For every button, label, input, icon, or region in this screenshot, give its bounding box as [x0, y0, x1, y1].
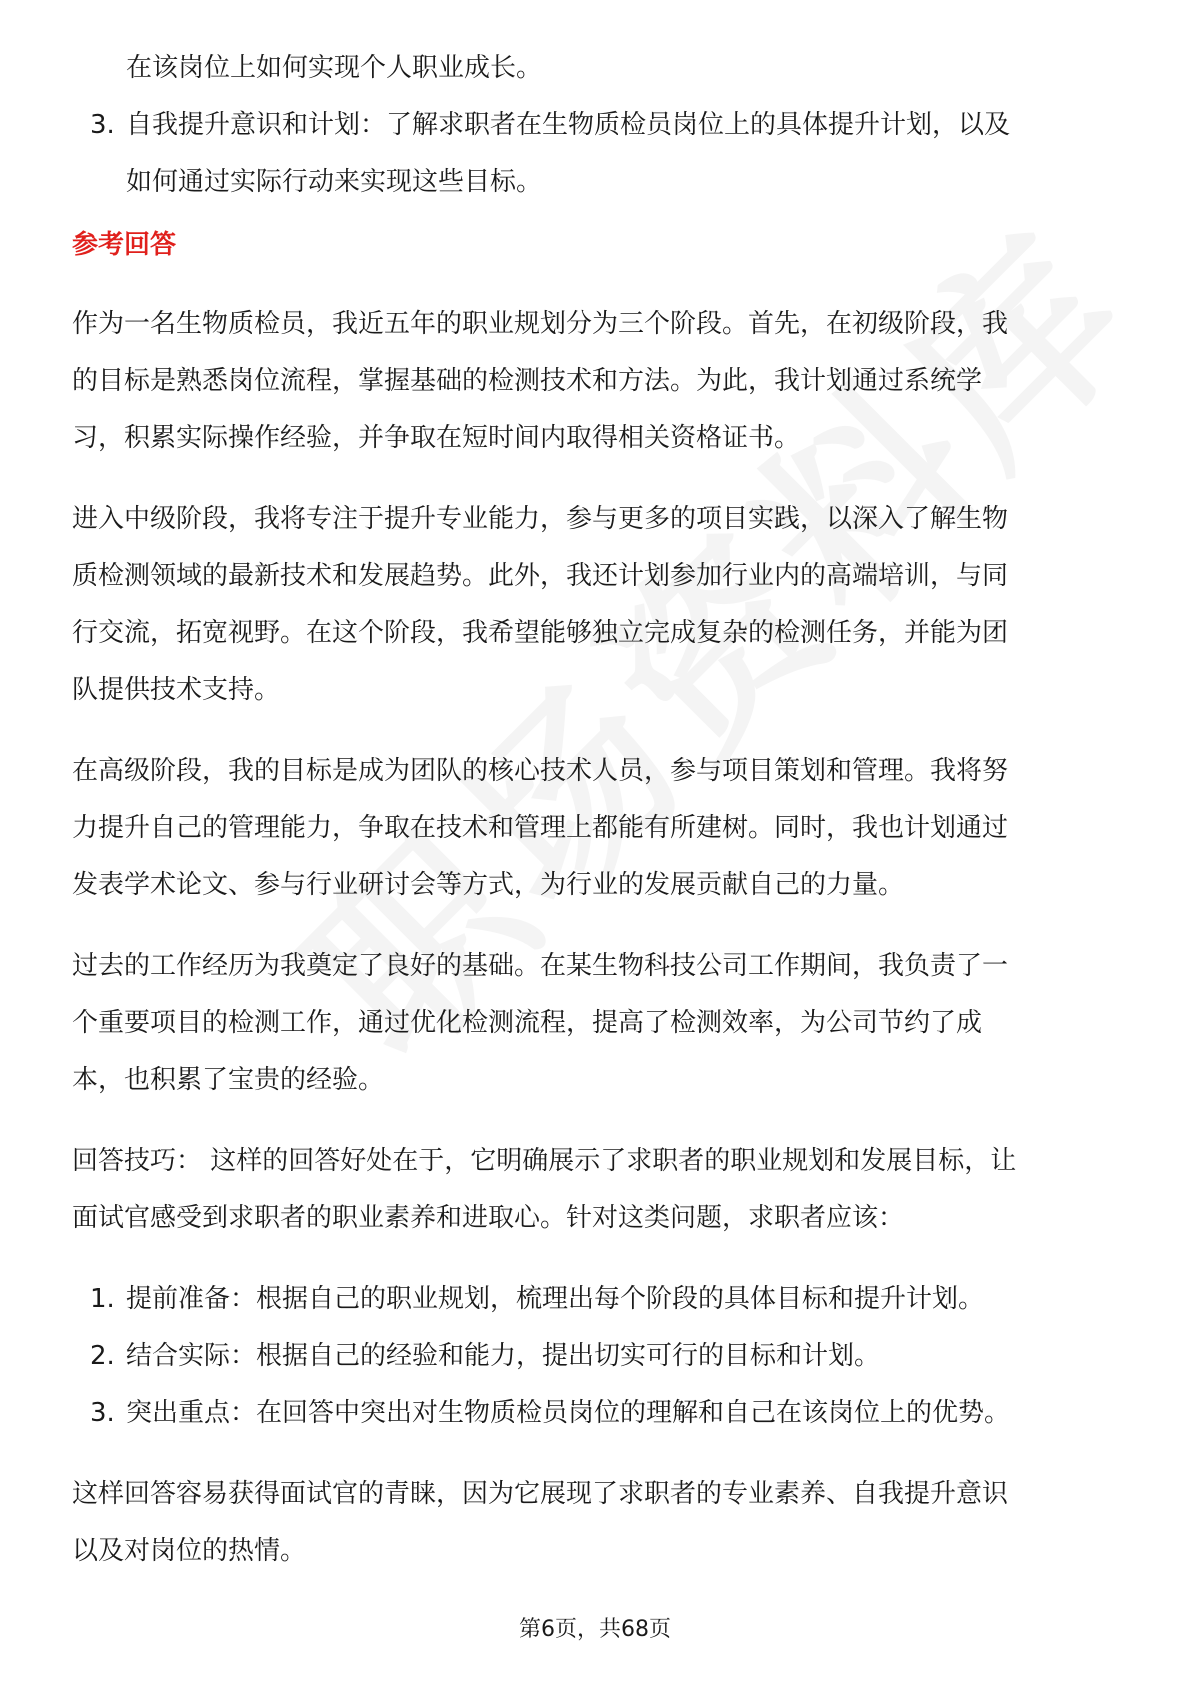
list-text: 结合实际：根据自己的经验和能力，提出切实可行的目标和计划。 [126, 1341, 881, 1371]
list-continuation: 在该岗位上如何实现个人职业成长。 [126, 53, 543, 83]
paragraph [72, 938, 1132, 1109]
paragraph-line: 在高级阶段，我的目标是成为团队的核心技术人员，参与项目策划和管理。我将努 [72, 756, 1009, 786]
list-number: 3. [90, 1398, 115, 1428]
paragraph [72, 1466, 1132, 1580]
list-item [72, 1271, 1132, 1328]
list-text-line: 自我提升意识和计划：了解求职者在生物质检员岗位上的具体提升计划，以及 [126, 110, 1011, 140]
paragraph-line: 习，积累实际操作经验，并争取在短时间内取得相关资格证书。 [72, 423, 801, 453]
paragraph-line: 的目标是熟悉岗位流程，掌握基础的检测技术和方法。为此，我计划通过系统学 [72, 366, 983, 396]
page-number: 第6页，共68页 [519, 1617, 671, 1642]
paragraph-line: 面试官感受到求职者的职业素养和进取心。针对这类问题，求职者应该： [72, 1203, 905, 1233]
paragraph-line: 以及对岗位的热情。 [72, 1536, 307, 1566]
list-item [72, 1328, 1132, 1385]
list-number: 2. [90, 1341, 115, 1371]
paragraph-line: 这样回答容易获得面试官的青睐，因为它展现了求职者的专业素养、自我提升意识 [72, 1479, 1009, 1509]
paragraph-line: 回答技巧： 这样的回答好处在于，它明确展示了求职者的职业规划和发展目标，让 [72, 1146, 1017, 1176]
paragraph-line: 作为一名生物质检员，我近五年的职业规划分为三个阶段。首先，在初级阶段，我 [72, 309, 1009, 339]
document-body [72, 40, 1132, 1580]
paragraph-line: 发表学术论文、参与行业研讨会等方式，为行业的发展贡献自己的力量。 [72, 870, 905, 900]
paragraph [72, 296, 1132, 467]
paragraph-line: 力提升自己的管理能力，争取在技术和管理上都能有所建树。同时，我也计划通过 [72, 813, 1009, 843]
paragraph-line: 行交流，拓宽视野。在这个阶段，我希望能够独立完成复杂的检测任务，并能为团 [72, 618, 1009, 648]
paragraph [72, 743, 1132, 914]
paragraph-line: 个重要项目的检测工作，通过优化检测流程，提高了检测效率，为公司节约了成 [72, 1008, 983, 1038]
list-item [72, 97, 1132, 211]
list-text-line: 如何通过实际行动来实现这些目标。 [126, 167, 543, 197]
paragraph-line: 进入中级阶段，我将专注于提升专业能力，参与更多的项目实践，以深入了解生物 [72, 504, 1009, 534]
list-text: 提前准备：根据自己的职业规划，梳理出每个阶段的具体目标和提升计划。 [126, 1284, 985, 1314]
paragraph [72, 1133, 1132, 1247]
section-heading: 参考回答 [72, 230, 177, 260]
paragraph-line: 本，也积累了宝贵的经验。 [72, 1065, 385, 1095]
list-text: 突出重点：在回答中突出对生物质检员岗位的理解和自己在该岗位上的优势。 [126, 1398, 1011, 1428]
paragraph-line: 队提供技术支持。 [72, 675, 281, 705]
paragraph-line: 质检测领域的最新技术和发展趋势。此外，我还计划参加行业内的高端培训，与同 [72, 561, 1009, 591]
list-number: 3. [90, 110, 115, 140]
paragraph-line: 过去的工作经历为我奠定了良好的基础。在某生物科技公司工作期间，我负责了一 [72, 951, 1009, 981]
list-item [72, 1385, 1132, 1442]
list-number: 1. [90, 1284, 115, 1314]
paragraph [72, 491, 1132, 719]
